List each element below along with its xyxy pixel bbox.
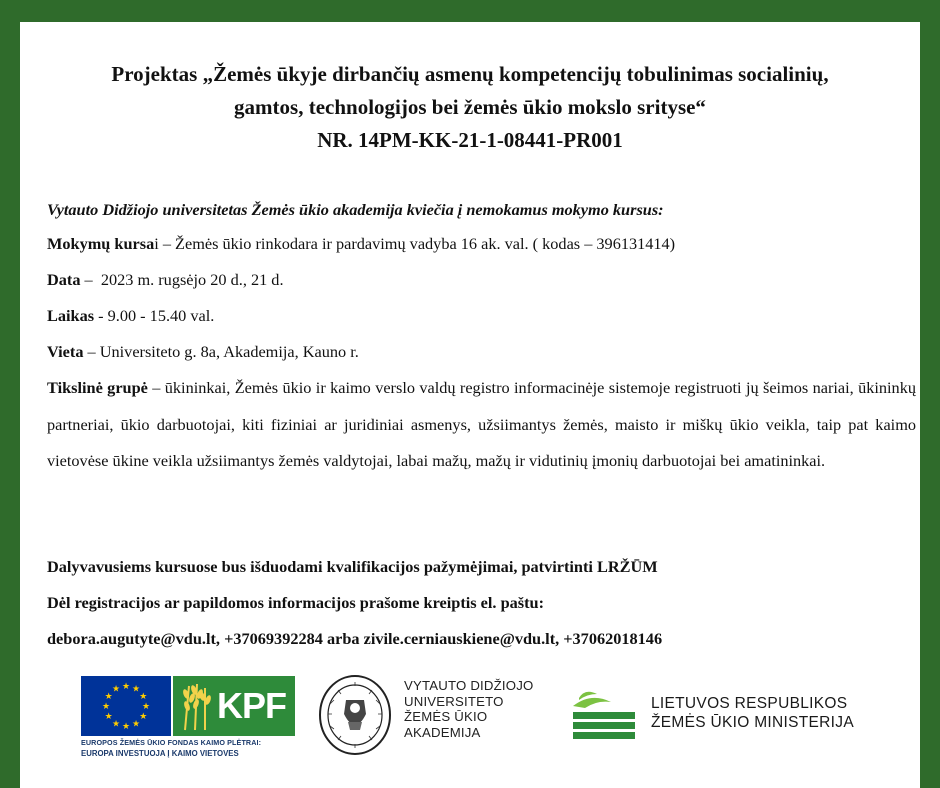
course-label-tail: i [154, 234, 159, 253]
target-value: – ūkininkai, Žemės ūkio ir kaimo verslo valdų registro informacinėje sistemoje registruoti jų šeimos nariai, ūkininkų partneriai, ūkio darbuotojai, kiti fiziniai ar juridiniai asmenys, užsiimantys žemės, maisto ir miškų ūkio veikla, taip pat kaimo vietovėse ūkine veikla užsiimantys žemės valdytojai, labai mažų, mažų ir vidutinių įmonių darbuotojai bei amatininkai. [47, 378, 916, 470]
contact-emails-phones: debora.augutyte@vdu.lt, +37069392284 arba zivile.cerniauskiene@vdu.lt, +37062018146 [47, 629, 663, 648]
eu-star-icon: ★ [111, 683, 121, 694]
date-row [47, 262, 917, 298]
place-label: Vieta [47, 342, 84, 361]
ministry-name [651, 694, 854, 732]
title-line-1: Projektas „Žemės ūkyje dirbančių asmenų kompetencijų tobulinimas socialinių, [111, 62, 829, 86]
time-label: Laikas [47, 306, 95, 325]
eu-kpf-logo [81, 676, 295, 760]
eu-slogan-caption: EUROPA INVESTUOJA Į KAIMO VIETOVES [81, 749, 295, 758]
logo-strip [0, 666, 940, 786]
page-title [40, 58, 900, 157]
course-value: – Žemės ūkio rinkodara ir pardavimų vadyba 16 ak. val. ( kodas – 396131414) [158, 234, 676, 253]
eu-flag-icon [81, 676, 171, 736]
time-value: - 9.00 - 15.40 val. [94, 306, 215, 325]
date-label: Data [47, 270, 81, 289]
eu-star-icon: ★ [131, 683, 141, 694]
ministry-line-1: LIETUVOS RESPUBLIKOS [651, 695, 848, 712]
kpf-logo [173, 676, 295, 736]
registration-note: Dėl registracijos ar papildomos informacijos prašome kreiptis el. paštu: [47, 593, 544, 612]
vdu-line-3: ŽEMĖS ŪKIO [404, 709, 488, 725]
contact-info [47, 549, 662, 657]
place-row [47, 334, 917, 370]
eu-star-icon: ★ [139, 691, 148, 701]
eu-star-icon: ★ [139, 711, 148, 721]
vdu-line-2: UNIVERSITETO [404, 693, 504, 709]
vdu-seal-icon [318, 674, 392, 756]
eu-star-icon: ★ [121, 721, 131, 731]
course-row [47, 226, 917, 262]
place-value: – Universiteto g. 8a, Akademija, Kauno r. [83, 342, 359, 361]
ministry-leaf-icon [571, 690, 637, 740]
target-label: Tikslinė grupė [47, 378, 148, 397]
target-group-row [47, 370, 916, 480]
course-details [47, 193, 917, 480]
eu-star-icon: ★ [121, 681, 131, 691]
title-line-2: gamtos, technologijos bei žemės ūkio mokslo srityse“ [234, 95, 706, 119]
date-value: – 2023 m. rugsėjo 20 d., 21 d. [80, 270, 284, 289]
project-number: NR. 14PM-KK-21-1-08441-PR001 [317, 128, 623, 152]
eu-star-icon: ★ [104, 691, 113, 701]
course-label: Mokymų kursa [47, 234, 155, 253]
certificate-note: Dalyvavusiems kursuose bus išduodami kvalifikacijos pažymėjimai, patvirtinti LRŽŪM [47, 557, 658, 576]
ministry-line-2: ŽEMĖS ŪKIO MINISTERIJA [651, 714, 854, 731]
eu-star-icon: ★ [101, 701, 111, 711]
eu-star-icon: ★ [131, 718, 141, 729]
eu-star-icon: ★ [104, 711, 113, 721]
eu-star-icon: ★ [141, 701, 151, 711]
eu-star-icon: ★ [111, 718, 121, 729]
time-row [47, 298, 917, 334]
vdu-academy-name [404, 678, 533, 740]
invitation-text: Vytauto Didžiojo universitetas Žemės ūkio akademija kviečia į nemokamus mokymo kursus: [47, 200, 664, 219]
eu-fund-caption: EUROPOS ŽEMĖS ŪKIO FONDAS KAIMO PLĖTRAI: [81, 738, 262, 747]
vdu-line-1: VYTAUTO DIDŽIOJO [404, 678, 534, 693]
kpf-wordmark: KPF [217, 685, 286, 726]
vdu-line-4: AKADEMIJA [404, 724, 481, 740]
wheat-icon [175, 680, 215, 732]
